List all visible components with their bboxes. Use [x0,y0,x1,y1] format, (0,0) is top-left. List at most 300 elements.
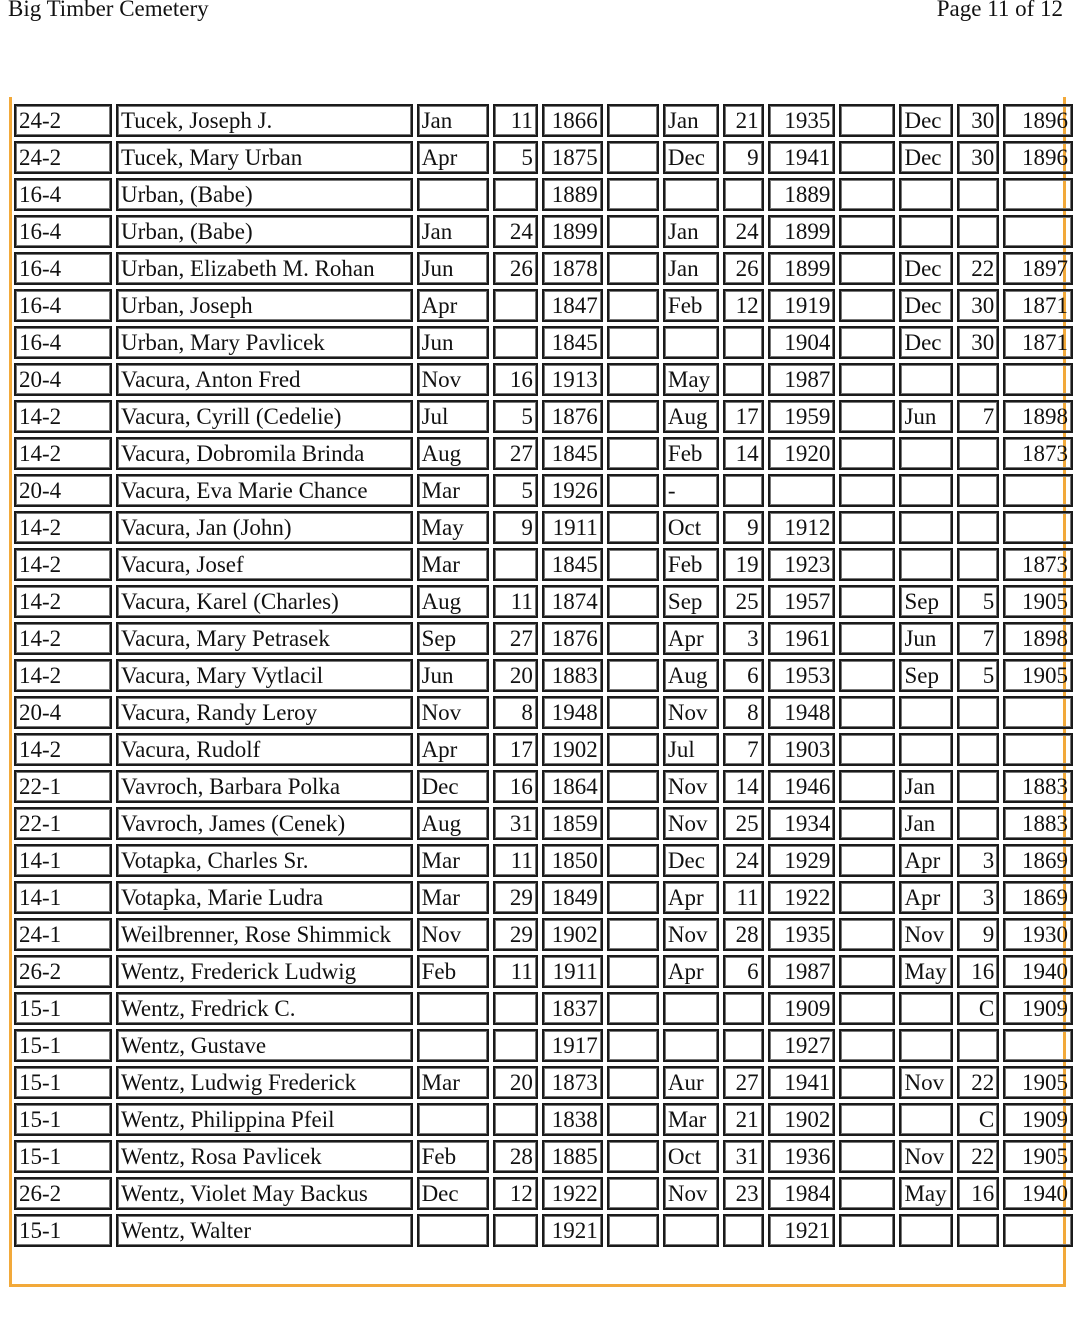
cell-birth-day [493,1029,538,1062]
cell-name: Vacura, Dobromila Brinda [116,437,413,470]
cell-birth-year: 1889 [542,178,603,211]
table-row [14,622,1073,655]
table-row [14,696,1073,729]
cell-death-month: Apr [663,881,719,914]
cell-death-month [663,1029,719,1062]
cell-name: Urban, Elizabeth M. Rohan [116,252,413,285]
cell-birth-month: Feb [417,1140,490,1173]
cell-death-month: Nov [663,807,719,840]
cell-name: Votapka, Charles Sr. [116,844,413,877]
cell-marriage-day: 5 [957,659,999,692]
cell-death-year: 1946 [768,770,836,803]
cell-name: Vacura, Eva Marie Chance [116,474,413,507]
cell-marriage-day [957,548,999,581]
cell-birth-year: 1911 [542,955,603,988]
cell-marriage-month [899,363,953,396]
cell-marriage-month: Sep [899,659,953,692]
table-row [14,918,1073,951]
cell-name: Urban, Joseph [116,289,413,322]
cell-birth-month [417,178,490,211]
table-row [14,215,1073,248]
cell-death-month: Oct [663,1140,719,1173]
cell-death-day [723,992,764,1025]
table-row [14,733,1073,766]
cell-marriage-year: 1871 [1003,326,1073,359]
cell-marriage-day [957,1029,999,1062]
cell-marriage-day [957,511,999,544]
cell-blank-2 [839,548,895,581]
cell-blank [607,918,659,951]
cell-blank-2 [839,437,895,470]
cell-marriage-day [957,770,999,803]
cell-blank [607,474,659,507]
cell-marriage-month [899,474,953,507]
cell-plot: 15-1 [14,992,112,1025]
cell-death-day: 14 [723,437,764,470]
cell-marriage-month: Sep [899,585,953,618]
cell-name: Votapka, Marie Ludra [116,881,413,914]
cell-marriage-year: 1873 [1003,548,1073,581]
cell-birth-day: 17 [493,733,538,766]
cell-birth-month: Mar [417,881,490,914]
cell-death-year: 1935 [768,918,836,951]
document-title: Big Timber Cemetery [8,0,209,21]
cell-birth-year: 1911 [542,511,603,544]
table-row [14,659,1073,692]
cell-blank [607,252,659,285]
cell-death-month [663,1214,719,1247]
cell-blank [607,400,659,433]
cell-marriage-day: 5 [957,585,999,618]
cell-blank-2 [839,1103,895,1136]
cell-marriage-day: C [957,1103,999,1136]
cell-birth-day [493,1214,538,1247]
table-row [14,844,1073,877]
cell-marriage-month: Dec [899,252,953,285]
cell-name: Urban, (Babe) [116,215,413,248]
cell-marriage-year: 1896 [1003,104,1073,137]
cell-blank [607,733,659,766]
cell-death-month: Jan [663,252,719,285]
cell-birth-year: 1902 [542,918,603,951]
cell-birth-month: Mar [417,474,490,507]
cell-plot: 14-1 [14,881,112,914]
cell-marriage-day: 16 [957,955,999,988]
cell-blank-2 [839,807,895,840]
cell-name: Tucek, Joseph J. [116,104,413,137]
cell-birth-day [493,289,538,322]
cell-blank-2 [839,326,895,359]
cell-birth-year: 1878 [542,252,603,285]
cell-birth-month: Aug [417,585,490,618]
cell-blank-2 [839,363,895,396]
cell-death-year: 1934 [768,807,836,840]
cell-marriage-month [899,1214,953,1247]
cell-birth-day: 12 [493,1177,538,1210]
cell-birth-month: May [417,511,490,544]
cell-death-month [663,992,719,1025]
cell-blank [607,1214,659,1247]
cell-death-month: Dec [663,141,719,174]
cell-birth-day: 31 [493,807,538,840]
cell-plot: 14-2 [14,659,112,692]
cell-marriage-year: 1898 [1003,400,1073,433]
cell-birth-day: 27 [493,437,538,470]
cell-birth-day: 20 [493,1066,538,1099]
cell-birth-year: 1875 [542,141,603,174]
cell-death-month: May [663,363,719,396]
cell-birth-month [417,1214,490,1247]
cell-marriage-year: 1940 [1003,955,1073,988]
cell-plot: 16-4 [14,289,112,322]
cell-death-year: 1912 [768,511,836,544]
cell-birth-month: Apr [417,141,490,174]
table-row [14,1103,1073,1136]
cell-death-year: 1957 [768,585,836,618]
cell-death-day: 25 [723,807,764,840]
cell-marriage-year: 1898 [1003,622,1073,655]
cell-blank [607,363,659,396]
cell-marriage-year: 1940 [1003,1177,1073,1210]
cell-death-month: - [663,474,719,507]
cell-plot: 16-4 [14,178,112,211]
cell-marriage-day: 7 [957,622,999,655]
cell-marriage-month [899,548,953,581]
cell-birth-month: Nov [417,363,490,396]
cell-blank-2 [839,585,895,618]
cell-birth-year: 1883 [542,659,603,692]
cell-birth-day: 11 [493,844,538,877]
cell-plot: 14-2 [14,400,112,433]
cell-blank-2 [839,141,895,174]
cell-marriage-year: 1871 [1003,289,1073,322]
cell-plot: 14-2 [14,585,112,618]
cell-blank-2 [839,511,895,544]
cell-death-day: 17 [723,400,764,433]
cell-birth-day: 29 [493,881,538,914]
cell-death-year: 1899 [768,252,836,285]
table-row [14,548,1073,581]
cell-blank [607,511,659,544]
cell-death-day: 26 [723,252,764,285]
cell-birth-month: Nov [417,696,490,729]
cell-birth-day: 11 [493,955,538,988]
table-row [14,1177,1073,1210]
cell-death-month: Nov [663,770,719,803]
cell-birth-month: Feb [417,955,490,988]
cell-birth-month: Jun [417,252,490,285]
cell-birth-year: 1847 [542,289,603,322]
cell-name: Wentz, Fredrick C. [116,992,413,1025]
cell-death-year: 1935 [768,104,836,137]
cell-marriage-day [957,696,999,729]
cell-death-day: 25 [723,585,764,618]
cell-death-month: Feb [663,548,719,581]
cell-death-month: Nov [663,696,719,729]
cell-birth-year: 1838 [542,1103,603,1136]
cell-death-month: Apr [663,955,719,988]
cell-marriage-year: 1869 [1003,881,1073,914]
cell-plot: 20-4 [14,363,112,396]
cell-birth-month: Apr [417,733,490,766]
cell-blank-2 [839,770,895,803]
cell-blank [607,659,659,692]
cell-death-month: Jul [663,733,719,766]
table-row [14,881,1073,914]
cell-marriage-month: May [899,955,953,988]
cell-birth-day: 24 [493,215,538,248]
cell-name: Vacura, Mary Vytlacil [116,659,413,692]
table-row [14,178,1073,211]
cell-name: Wentz, Walter [116,1214,413,1247]
cell-marriage-day: 22 [957,1140,999,1173]
cell-death-day [723,1029,764,1062]
cell-death-day: 7 [723,733,764,766]
cell-blank-2 [839,474,895,507]
cell-birth-year: 1845 [542,326,603,359]
cell-marriage-month [899,437,953,470]
cell-marriage-month: Dec [899,104,953,137]
cell-name: Vacura, Jan (John) [116,511,413,544]
cell-marriage-month: Apr [899,844,953,877]
cell-marriage-month [899,215,953,248]
cell-death-day: 9 [723,511,764,544]
cell-birth-month: Mar [417,844,490,877]
cell-birth-day: 28 [493,1140,538,1173]
cell-name: Wentz, Frederick Ludwig [116,955,413,988]
cell-blank [607,548,659,581]
cell-birth-year: 1850 [542,844,603,877]
cell-blank [607,807,659,840]
cell-marriage-month: Dec [899,141,953,174]
cell-plot: 14-2 [14,437,112,470]
cell-marriage-year: 1869 [1003,844,1073,877]
cell-name: Wentz, Gustave [116,1029,413,1062]
table-row [14,1140,1073,1173]
cell-death-day: 31 [723,1140,764,1173]
table-row [14,1214,1073,1247]
cell-blank-2 [839,881,895,914]
cell-death-month [663,326,719,359]
cell-death-year: 1904 [768,326,836,359]
cell-death-month: Nov [663,1177,719,1210]
cell-birth-day: 16 [493,770,538,803]
cell-blank [607,1140,659,1173]
cell-marriage-day [957,733,999,766]
cell-birth-day: 5 [493,141,538,174]
cell-death-day [723,1214,764,1247]
cell-blank [607,141,659,174]
cell-plot: 15-1 [14,1066,112,1099]
table-row [14,807,1073,840]
cell-plot: 15-1 [14,1214,112,1247]
cell-blank-2 [839,659,895,692]
cell-death-day: 21 [723,1103,764,1136]
cell-birth-year: 1899 [542,215,603,248]
cell-birth-day [493,178,538,211]
cell-birth-year: 1849 [542,881,603,914]
cell-name: Wentz, Ludwig Frederick [116,1066,413,1099]
cell-death-year: 1902 [768,1103,836,1136]
cell-marriage-year [1003,178,1073,211]
cell-marriage-month: Dec [899,289,953,322]
cell-death-day: 21 [723,104,764,137]
cell-death-year: 1984 [768,1177,836,1210]
cell-death-year: 1987 [768,363,836,396]
cell-death-day: 14 [723,770,764,803]
cell-birth-day: 5 [493,400,538,433]
cell-blank-2 [839,215,895,248]
cell-birth-year: 1921 [542,1214,603,1247]
table-row [14,363,1073,396]
cell-blank-2 [839,252,895,285]
cell-death-year: 1921 [768,1214,836,1247]
cell-birth-month [417,1029,490,1062]
cell-blank [607,1103,659,1136]
cell-birth-month: Aug [417,437,490,470]
cell-marriage-year: 1909 [1003,992,1073,1025]
cell-name: Urban, (Babe) [116,178,413,211]
cell-marriage-year [1003,1029,1073,1062]
cell-marriage-month: Nov [899,1140,953,1173]
cell-blank-2 [839,104,895,137]
cell-birth-year: 1902 [542,733,603,766]
cell-marriage-day: 7 [957,400,999,433]
cell-marriage-year [1003,1214,1073,1247]
cell-death-year: 1987 [768,955,836,988]
cell-marriage-year: 1930 [1003,918,1073,951]
cell-death-year [768,474,836,507]
cell-birth-day: 11 [493,585,538,618]
cell-birth-month [417,1103,490,1136]
cell-name: Wentz, Philippina Pfeil [116,1103,413,1136]
cell-plot: 24-1 [14,918,112,951]
cell-blank-2 [839,622,895,655]
cell-marriage-day: 16 [957,1177,999,1210]
cell-death-month: Jan [663,215,719,248]
cell-name: Vacura, Mary Petrasek [116,622,413,655]
cell-blank [607,437,659,470]
cell-death-month: Aur [663,1066,719,1099]
cell-birth-month: Jun [417,326,490,359]
cell-name: Vacura, Rudolf [116,733,413,766]
table-row [14,511,1073,544]
cell-plot: 15-1 [14,1103,112,1136]
cell-marriage-day [957,215,999,248]
cell-death-year: 1929 [768,844,836,877]
cell-marriage-month: Apr [899,881,953,914]
cell-blank-2 [839,696,895,729]
cell-death-day: 27 [723,1066,764,1099]
cell-name: Vacura, Cyrill (Cedelie) [116,400,413,433]
table-row [14,400,1073,433]
cell-name: Vacura, Anton Fred [116,363,413,396]
cell-plot: 24-2 [14,141,112,174]
cell-blank-2 [839,1177,895,1210]
cell-blank-2 [839,1066,895,1099]
table-row [14,289,1073,322]
cell-death-year: 1927 [768,1029,836,1062]
cell-plot: 15-1 [14,1140,112,1173]
cell-death-month: Aug [663,659,719,692]
cell-marriage-day [957,807,999,840]
cell-birth-month: Dec [417,1177,490,1210]
cell-marriage-day [957,1214,999,1247]
cell-birth-year: 1845 [542,548,603,581]
cell-death-year: 1919 [768,289,836,322]
cell-blank-2 [839,992,895,1025]
cell-plot: 14-2 [14,622,112,655]
cell-birth-day: 27 [493,622,538,655]
cell-plot: 24-2 [14,104,112,137]
cell-blank-2 [839,733,895,766]
cell-birth-year: 1876 [542,622,603,655]
cell-plot: 26-2 [14,1177,112,1210]
cell-marriage-month [899,733,953,766]
cell-blank-2 [839,1214,895,1247]
cell-blank [607,881,659,914]
cell-death-day: 12 [723,289,764,322]
cell-birth-day [493,326,538,359]
cell-death-year: 1922 [768,881,836,914]
cell-blank [607,992,659,1025]
cell-death-year: 1909 [768,992,836,1025]
cell-blank [607,1066,659,1099]
cell-death-year: 1899 [768,215,836,248]
cell-death-year: 1889 [768,178,836,211]
cell-birth-year: 1913 [542,363,603,396]
cell-birth-year: 1874 [542,585,603,618]
table-row [14,104,1073,137]
cell-death-day: 23 [723,1177,764,1210]
cell-marriage-day: 22 [957,1066,999,1099]
cell-marriage-day [957,363,999,396]
cell-marriage-year: 1905 [1003,585,1073,618]
cell-name: Vacura, Karel (Charles) [116,585,413,618]
cell-death-year: 1941 [768,141,836,174]
cell-marriage-month: Jun [899,622,953,655]
cell-birth-year: 1873 [542,1066,603,1099]
cell-death-year: 1936 [768,1140,836,1173]
table-row [14,770,1073,803]
cell-death-day: 6 [723,955,764,988]
cell-marriage-month: May [899,1177,953,1210]
cell-death-day: 6 [723,659,764,692]
table-row [14,474,1073,507]
cell-birth-day: 20 [493,659,538,692]
cell-blank [607,770,659,803]
cell-death-day [723,363,764,396]
cell-death-month: Mar [663,1103,719,1136]
cell-plot: 20-4 [14,474,112,507]
cell-name: Weilbrenner, Rose Shimmick [116,918,413,951]
cell-marriage-day: 30 [957,141,999,174]
cell-death-year: 1959 [768,400,836,433]
cell-birth-year: 1864 [542,770,603,803]
cell-birth-day: 8 [493,696,538,729]
cell-plot: 26-2 [14,955,112,988]
cell-marriage-day: 9 [957,918,999,951]
cell-plot: 14-2 [14,511,112,544]
cell-name: Wentz, Violet May Backus [116,1177,413,1210]
cell-birth-year: 1885 [542,1140,603,1173]
cell-death-day: 24 [723,215,764,248]
cell-blank-2 [839,918,895,951]
cell-blank-2 [839,955,895,988]
cell-plot: 22-1 [14,807,112,840]
cell-birth-month: Mar [417,548,490,581]
cell-plot: 15-1 [14,1029,112,1062]
